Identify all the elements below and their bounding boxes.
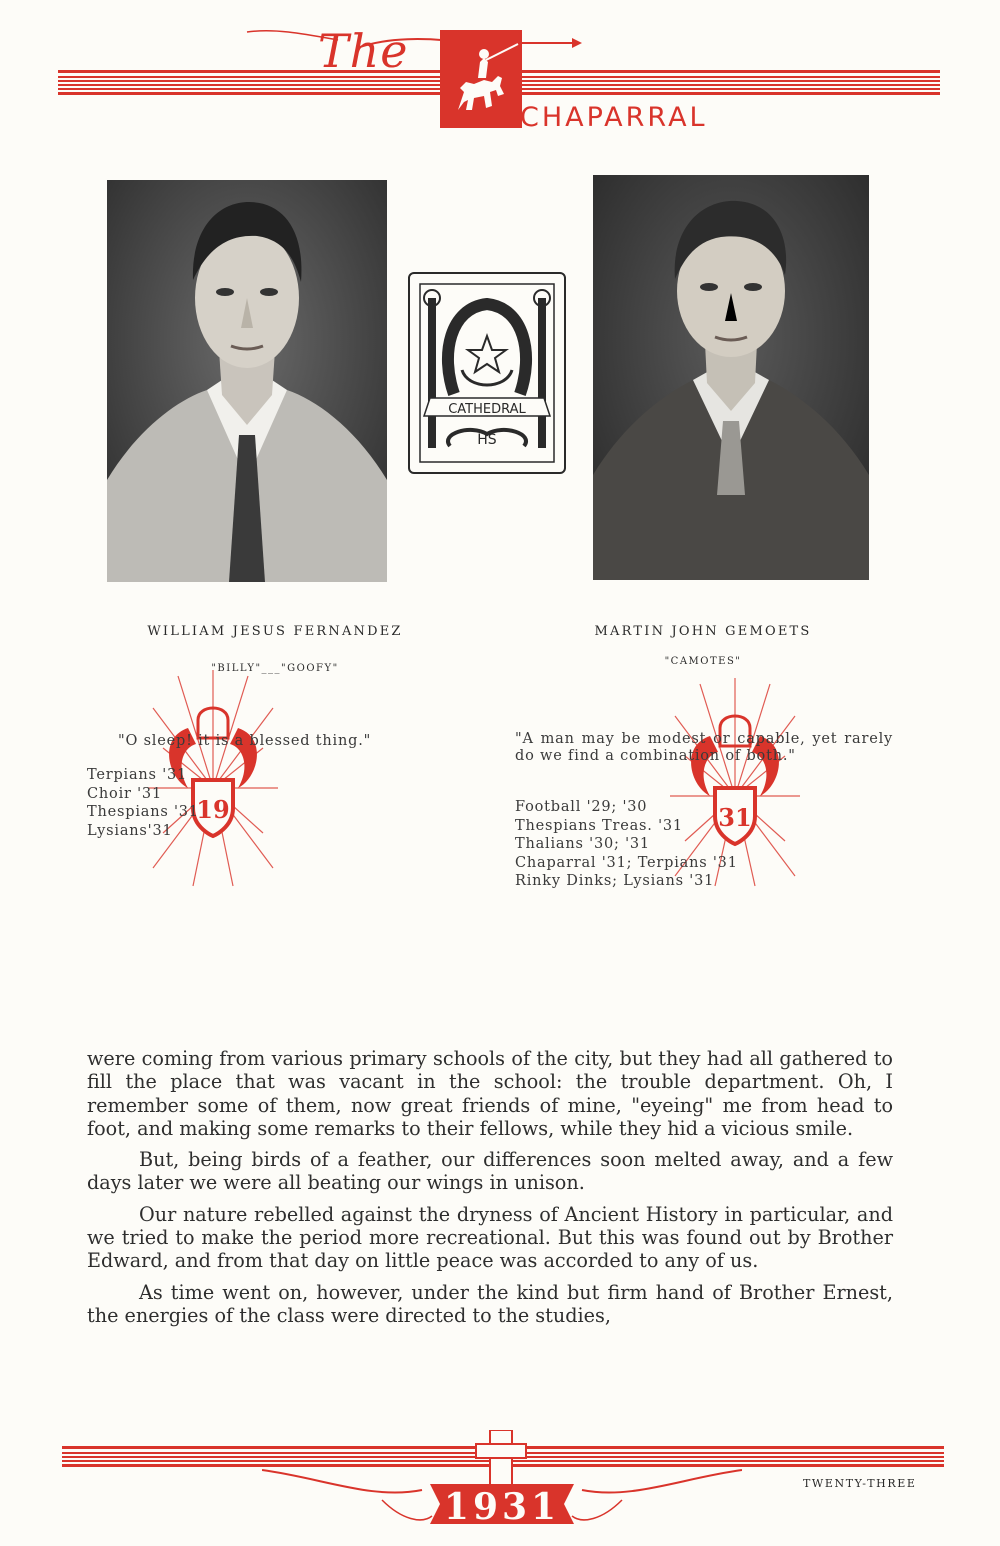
- page-header: [0, 0, 1000, 140]
- student-quote-left: "O sleep! it is a blessed thing.": [118, 733, 372, 749]
- emblem-year-right: 31: [718, 803, 752, 832]
- body-paragraph: were coming from various primary schools of the city, but they had all gathered to fill the place that was vacant in the school: the trouble department. Oh, I remember some of them, now great friends of mine, "eyeing" me from head to foot, and making some remarks to their fellows, while they hid a vicious smile.: [87, 1047, 893, 1140]
- activity-item: Rinky Dinks; Lysians '31: [515, 873, 715, 890]
- student-activities-left: [87, 766, 287, 840]
- activity-item: Thalians '30; '31: [515, 836, 650, 853]
- activity-item: Thespians Treas. '31: [515, 817, 683, 834]
- student-name-right: MARTIN JOHN GEMOETS: [594, 624, 812, 639]
- page-number: TWENTY-THREE: [803, 1477, 917, 1490]
- activity-item: Chaparral '31; Terpians '31: [515, 854, 738, 871]
- student-name-left: WILLIAM JESUS FERNANDEZ: [147, 624, 403, 639]
- activity-item: Lysians'31: [87, 822, 173, 839]
- seal-text: CATHEDRAL: [448, 402, 526, 417]
- body-text: [87, 1047, 893, 1335]
- activity-item: Terpians '31: [87, 767, 188, 783]
- student-activities-right: [515, 798, 815, 891]
- knight-crest-icon: [440, 30, 522, 128]
- header-the: The: [318, 24, 409, 78]
- emblem-year-left: 19: [196, 795, 230, 824]
- student-nickname-right: "CAMOTES": [664, 656, 742, 667]
- body-paragraph: But, being birds of a feather, our differences soon melted away, and a few days later we were all beating our wings in unison.: [87, 1148, 893, 1195]
- student-quote-right: "A man may be modest or capable, yet rarely do we find a combination of both.": [515, 731, 893, 764]
- body-paragraph: As time went on, however, under the kind but firm hand of Brother Ernest, the energies of the class were directed to the studies,: [87, 1280, 893, 1327]
- cathedral-seal-icon: [408, 272, 566, 474]
- header-title: CHAPARRAL: [520, 102, 708, 133]
- footer-year-emblem: [262, 1430, 742, 1540]
- lance-icon: [522, 36, 582, 50]
- seal-monogram: HS: [477, 432, 497, 448]
- header-flourish-left: [245, 26, 340, 46]
- portrait-photo-right: [593, 175, 869, 580]
- student-nickname-left: "BILLY"___"GOOFY": [211, 663, 339, 674]
- portrait-photo-left: [107, 180, 387, 582]
- activity-item: Football '29; '30: [515, 799, 648, 815]
- activity-item: Thespians '31: [87, 804, 199, 821]
- activity-item: Choir '31: [87, 785, 162, 802]
- footer-year: 1931: [443, 1486, 561, 1528]
- body-paragraph: Our nature rebelled against the dryness of Ancient History in particular, and we tried to make the period more recreational. But this was found out by Brother Edward, and from that day on little peace was accorded to any of us.: [87, 1202, 893, 1273]
